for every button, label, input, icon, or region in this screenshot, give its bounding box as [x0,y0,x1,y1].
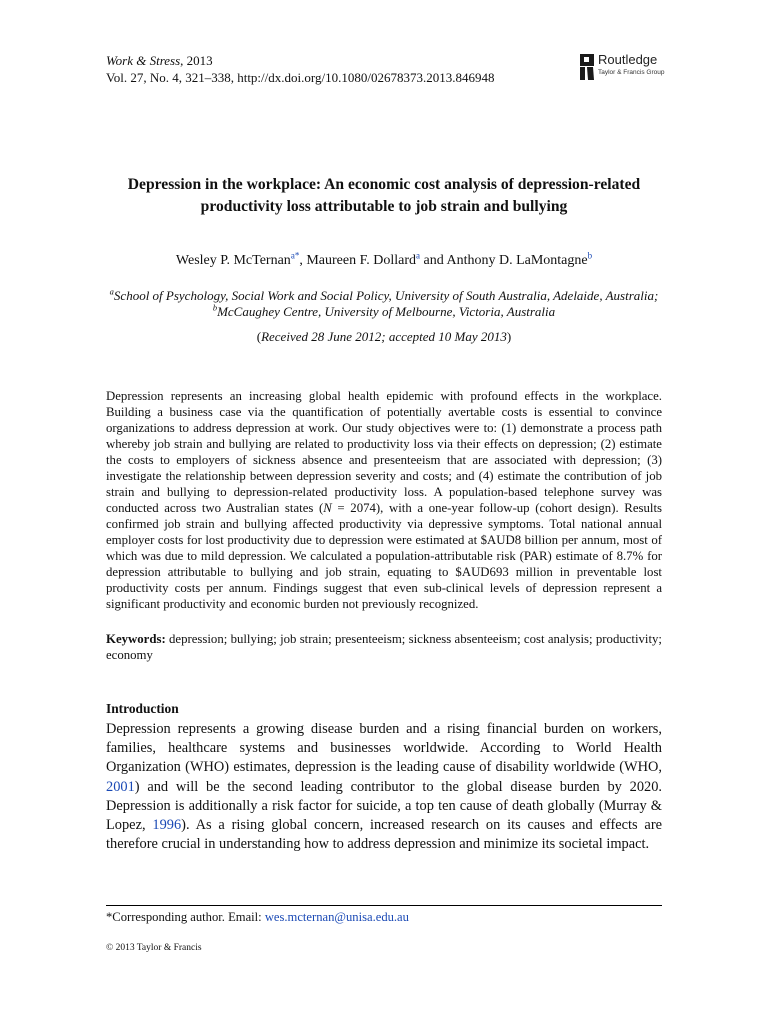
affiliation-marker[interactable]: b [587,250,593,261]
section-heading: Introduction [106,701,179,716]
author-name: Wesley P. McTernan [175,253,291,268]
keywords-label: Keywords: [106,632,166,646]
affiliation-label: b [212,302,218,313]
abstract-part: Depression represents an increasing global health epidemic with profound effects in the workplace. Building a business case via the quantification of potentially avertable costs is essential to convince organizations to address depression at work. Our study objectives were to: (1) demonstrate a process path whereby job strain and bullying are related to productivity loss via their effects on depression; (2) estimate the costs to employers of sickness absence and presenteeism that are associated with depression; (3) investigate the relationship between depression severity and costs; and (4) estimate the contribution of job strain and bullying to depression-related productivity loss. A population-based telephone survey was conducted across two Australian states ( [106,389,662,515]
routledge-logo-icon [579,54,595,80]
citation-link[interactable]: 1996 [152,817,182,834]
intro-text: ). As a rising global concern, increased research on its causes and effects are therefore crucial in understanding how to address depression and minimize its societal impact. [106,817,662,853]
received-dates [0,329,768,345]
keywords [106,631,662,663]
footnote-divider [106,905,662,906]
affiliation-text: School of Psychology, Social Work and Social Policy, University of South Australia, Adelaide, Australia; [113,288,659,303]
author-separator: , [299,253,307,268]
publisher-group: Taylor & Francis Group [598,69,665,76]
received-text: Received 28 June 2012; accepted 10 May 2013 [261,329,507,344]
footnote-label: *Corresponding author. Email: [106,910,265,924]
paren-open: ( [256,329,262,344]
author-name: Maureen F. Dollard [306,253,416,268]
journal-citation: Vol. 27, No. 4, 321–338, http://dx.doi.org/10.1080/02678373.2013.846948 [106,70,495,85]
abstract-part: = 2074), with a one-year follow-up (cohort design). Results confirmed job strain and bullying affected productivity via depressive symptoms. Total national annual employer costs for lost productivity due to depression were estimated at $AUD8 billion per annum, most of which was due to mild depression. We calculated a population-attributable risk (PAR) estimate of 8.7% for depression attributable to bullying and job strain, equating to $AUD693 million in preventable lost productivity costs per annum. Findings suggest that even sub-clinical levels of depression represent a significant productivity and economic burden not previously recognized. [106,501,662,611]
citation-link[interactable]: 2001 [106,778,135,795]
affiliation-marker[interactable]: a [290,250,295,261]
author-name: Anthony D. LaMontagne [446,253,588,268]
journal-year: , 2013 [180,53,213,68]
abstract [106,388,662,662]
journal-header [106,52,494,86]
author-separator: and [420,253,447,268]
abstract-text [106,388,662,612]
journal-name: Work & Stress [106,53,181,68]
article-title: Depression in the workplace: An economic cost analysis of depression-related productivity loss attributable to job strain and bullying [127,176,641,215]
paren-close: ) [506,329,512,344]
copyright: © 2013 Taylor & Francis [106,943,202,953]
affiliation-marker[interactable]: a [416,250,420,261]
email-link[interactable]: wes.mcternan@unisa.edu.au [264,910,409,924]
footnote [106,909,409,925]
corresponding-marker[interactable]: * [294,250,300,261]
affiliations [100,288,668,320]
intro-text: ) and will be the second leading contributor to the global disease burden by 2020. Depression is additionally a risk factor for suicide, a top ten cause of death globally (Murray & Lopez, [106,778,662,834]
keywords-text: depression; bullying; job strain; presenteeism; sickness absenteeism; cost analysis; productivity; economy [106,632,662,662]
sample-size-symbol: N [323,501,332,515]
journal-line [106,52,494,69]
affiliation-label: a [109,286,114,297]
publisher-brand: Routledge [598,52,658,67]
affiliation-text: McCaughey Centre, University of Melbourne, Victoria, Australia [217,304,556,319]
intro-text: Depression represents a growing disease burden and a rising financial burden on workers, families, healthcare systems and businesses worldwide. According to World Health Organization (WHO) estimates, depression is the leading cause of disability worldwide (WHO, [106,721,662,776]
intro-paragraph [106,720,662,854]
publisher-logo [579,52,689,82]
author-list [0,252,768,270]
